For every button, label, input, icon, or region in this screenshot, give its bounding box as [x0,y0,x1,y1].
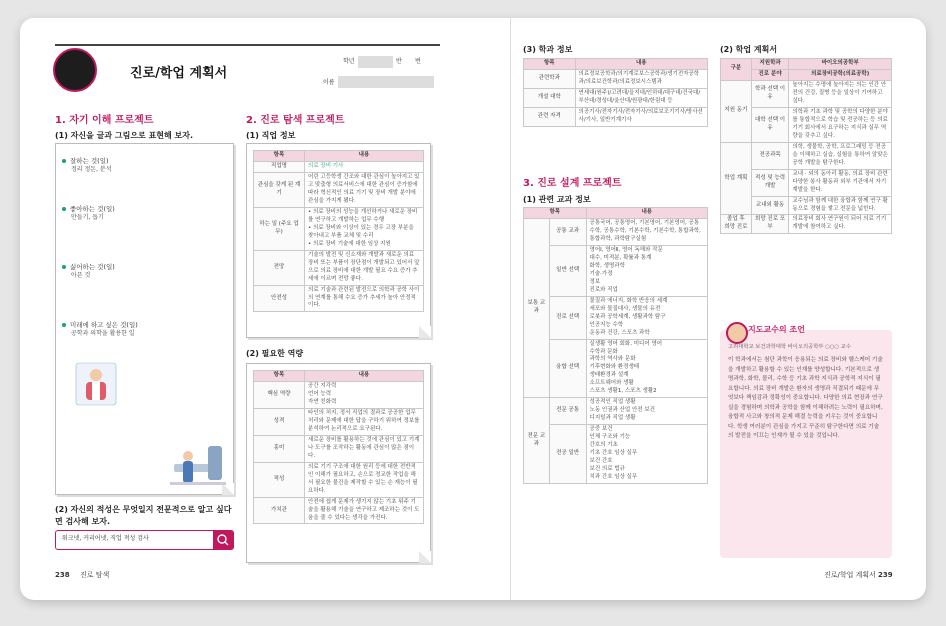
table-row [524,398,708,425]
table-cell: 새로운 장비를 활용하는 것에 관심이 있고 기계나 도구를 조작하는 활동에 관심이 많은 점이다. [305,435,424,462]
table-cell: 전공과목 [751,142,789,169]
table-cell: 의학, 생물학, 공학, 프로그래밍 등 전공을 이해하고 실습, 실험을 통하여 알맞은 공학 개발을 탐구한다. [789,142,892,169]
medical-equipment-illustration [166,434,230,490]
table-row [254,497,424,524]
table-cell: 공간 지각력 언어 능력 자연 친화력 [305,381,424,408]
table-cell: 의료 기술과 관련된 발전으로 의학과 공학 사이의 연계를 통해 수요 증가 추세가 높아 안정적이다. [305,285,424,312]
table-header: 내용 [305,371,424,382]
study-plan-table [720,58,892,234]
self-item-value: 정리 정돈, 분석 [71,166,112,173]
table-cell: 안전에 쉽게 문제가 생기지 않는 기초 위주 기술을 활용해 기술을 연구하고 제조하는 것이 도움을 줄 수 있다는 생각을 가진다. [305,497,424,524]
number-label: 번 [415,58,421,65]
self-item-value: 아픈 것 [71,272,91,279]
table-cell: 공통국어, 공통영어, 기본영어, 기본영어, 공통수학, 공통수학, 기본수학, 기본수학, 통합과학, 통합과학, 과학탐구실험 [586,218,707,245]
footer-section-left: 진로 탐색 [80,571,110,579]
self-item [62,156,112,174]
book-spread [20,18,926,600]
self-paper [55,143,234,495]
table-cell: 성공적인 직업 생활 노동 인권과 산업 안전 보건 디지털과 직업 생활 [586,398,707,425]
table-row [254,285,424,312]
table-cell: 핵심 역량 [254,381,305,408]
table-cell: 어린 고등학생 간조와 대한 관심이 높아지고 있고 맞춤형 의료서비스에 대한 관심이 증가함에 따라 혁신적인 의료 기기 및 장비 개발 분야에 관심을 가지게 됐다. [305,172,424,207]
table-cell: 전망 [254,250,305,285]
table-row [254,381,424,408]
table-header: 항목 [524,59,576,70]
table-header: 지원학과 [751,59,789,70]
table-row [254,207,424,250]
advisor-title: 지도교수의 조언 [748,325,805,334]
table-row [524,88,708,107]
table-cell: 교내 · 외의 동아리 활동, 의료 장비 관련 다양한 봉사 활동과 외부 기관에서 자기 계발을 한다. [789,169,892,196]
table-header: 내용 [575,59,707,70]
table-cell: 지원 동기 [721,80,752,142]
grade-field[interactable] [358,56,393,68]
advisor-avatar [726,322,748,344]
capability-table [253,370,424,524]
emblem [53,48,97,92]
job-info-table [253,150,424,312]
bullet-icon [62,265,66,269]
table-header: 구분 [721,59,752,81]
table-cell: 관련 자격 [524,107,576,126]
table-header: 진로 분야 [751,69,789,80]
table-cell: 희망 진로 포부 [751,215,789,234]
table-cell: 관심을 갖게 된 계기 [254,172,305,207]
table-row [524,107,708,126]
table-row [524,339,708,398]
table-cell: 교내외 활동 [751,196,789,215]
table-cell: 연세대(원주)/고려대/을지대/인하대/대구대/건국대/부산대/경성대/울산대/원광대/한림대 등 [575,88,707,107]
table-cell: 영어Ⅰ, 영어Ⅱ, 영어 독해와 작문 대수, 미적분, 확률과 통계 화학, 생명과학 기술·가정 정보 진로와 직업 [586,245,707,296]
self-item [62,320,138,338]
self-item [62,204,115,222]
table-cell: 전문 공통 [549,398,586,425]
table-row [721,215,892,234]
advisor-subtitle: 고려대학교 보건과학대학 바이오의공학부 ○○○ 교수 [728,344,851,350]
name-label: 이름 [323,79,335,86]
table-row [254,250,424,285]
table-cell: 기술의 발전 및 신소재와 개발과 새로운 의료 장비 또는 부품이 장단점이 개발되고 있어서 앞으로 의료 장비에 대한 개발 필요 수요 증가 추세에 이르며 전망 좋다. [305,250,424,285]
search-input[interactable]: 워크넷, 커리어넷, 직업 적성 검사 [62,535,149,542]
subject-info-title: (1) 관련 교과 정보 [523,195,591,204]
table-row [254,408,424,435]
bullet-icon [62,323,66,327]
table-row [524,425,708,484]
table-row [254,435,424,462]
self-item-label: 잘하는 것(일) [70,157,109,165]
table-row [721,142,892,169]
advisor-box [720,325,892,558]
table-row [254,172,424,207]
table-row [254,462,424,497]
self-item-value: 만들기, 돕기 [71,214,104,221]
table-cell: 공중 보건 인체 구조와 기능 간호의 기초 기초 간호 임상 실무 보건 간호 보건 의료 법규 치과 간호 임상 실무 [586,425,707,484]
section1-q1: (1) 자신을 글과 그림으로 표현해 보자. [55,131,194,140]
table-cell: 보통 교과 [524,218,550,397]
section3-title: 3. 진로 설계 프로젝트 [523,178,622,189]
table-cell: 일반 선택 [549,245,586,296]
table-row [524,245,708,296]
table-cell: 의학과 기초 과학 및 공학의 다양한 분야를 통합적으로 학습 및 전공하는 등 의료기기 회사에서 요구하는 지식과 실무 역량을 갖추고 싶다. [789,107,892,142]
page-number-right: 239 [878,571,893,579]
search-icon [213,531,233,549]
table-header: 내용 [305,151,424,162]
top-rule [55,44,440,46]
section1-q2: (2) 자신의 적성은 무엇일지 전문적으로 알고 싶다면 검사해 보자. [55,505,232,526]
table-row [721,80,892,107]
section1-title: 1. 자기 이해 프로젝트 [55,115,154,126]
table-cell: 학업 계획 [721,142,752,215]
table-cell: 의료장비 회사 연구원이 되어 의료 기기 개발에 참여하고 싶다. [789,215,892,234]
grade-label: 학년 [343,58,355,65]
advisor-body: 이 학과에서는 첨단 과학이 응용되는 의료 장비와 헬스케어 기술을 개발하고 활용할 수 있는 인재를 양성합니다. 기본적으로 생명과학, 화학, 물리, 수학 등 기초 과학 지식과 공학적 지식이 필요합니다. 의료 장비 개발은 환자의 생명과 직결되기 때문에 무엇보다 책임감과 정확성이 중요합니다. 다양한 의료 현장과 연구실을 경험하며 의학과 공학을 함께 이해하려는 노력이 필요하며, 융합적 사고와 창의적 문제 해결 능력을 키우는 것이 중요합니다. 학생 여러분이 관심을 가지고 꾸준히 탐구한다면 의료 기술의 발전을 이끄는 인재가 될 수 있을 것입니다. [728,357,883,439]
table-cell: 전공 일반 [549,425,586,484]
table-cell: 개설 대학 [524,88,576,107]
table-header: 바이오의공학부 [789,59,892,70]
job-info-paper [246,143,431,338]
table-cell: 졸업 후 희망 진로 [721,215,752,234]
name-field[interactable] [338,76,434,88]
table-cell: 타인의 처지, 정서 직업의 결과로 공공한 업무처리와 문제에 대한 답을 구하기 위하여 정보를 분석하여 논리적으로 요구된다. [305,408,424,435]
job-info-title: (1) 직업 정보 [246,131,296,140]
footer-section-right: 진로/학업 계획서 [824,571,876,579]
table-row [524,296,708,339]
table-cell: 관련학과 [524,69,576,88]
table-cell: 물질과 에너지, 화학 반응의 세계 세포와 물질대사, 생물의 유전 로봇과 공학세계, 생활과학 탐구 인공지능 수학 운동과 건강, 스포츠 과학 [586,296,707,339]
table-header: 항목 [254,151,305,162]
table-cell: 전문 교과 [524,398,550,484]
table-cell: 의공기사/전자기사/전자기사/의료보조기기사/방사선사/기사, 일반기계기사 [575,107,707,126]
dept-info-title: (3) 학과 정보 [523,45,573,54]
page-title: 진로/학업 계획서 [130,66,228,81]
self-item-label: 좋아하는 것(일) [70,205,115,213]
table-cell: 하는 일 (주요 업무) [254,207,305,250]
study-plan-title: (2) 학업 계획서 [720,45,778,54]
table-cell: 가치관 [254,497,305,524]
table-cell: 안전성 [254,285,305,312]
dept-info-table [523,58,708,127]
table-cell: 의료 장비 기사 [305,161,424,172]
table-cell: 학과 선택 이유 [751,80,789,107]
table-cell: 직업명 [254,161,305,172]
table-cell: 적성 [254,462,305,497]
doctor-illustration [74,359,118,409]
table-header: 항목 [254,371,305,382]
table-row [524,218,708,245]
table-cell: 진로 선택 [549,296,586,339]
table-cell: 의료 기기 구조에 대한 원리 등에 대한 전반적인 이해가 필요하고, 손으로 정교한 작업을 해서 필요한 물건을 제작할 수 있는 손 재능이 필요하다. [305,462,424,497]
capability-paper [246,363,431,563]
table-cell: 의료정보공학과/의기계로보스공학과/생기전자공학과/의료보건학과/의료정보시스템과 [575,69,707,88]
class-label: 반 [396,58,402,65]
table-cell: 융합 선택 [549,339,586,398]
table-cell: 공통 교과 [549,218,586,245]
table-cell: 적성 및 능력 개발 [751,169,789,196]
table-cell: • 의료 장비의 성능을 개선하거나 새로운 장비를 연구하고 개발하는 업무 수행 • 의료 장비와 이상이 있는 경우 고장 부분을 찾아내고 부품 교체 및 수리 • 의료 장비 기술에 대한 임상 지원 [305,207,424,250]
table-cell: 대학 선택 이유 [751,107,789,142]
search-button[interactable] [213,531,233,549]
section2-title: 2. 진로 탐색 프로젝트 [246,115,345,126]
bullet-icon [62,207,66,211]
table-cell: 흥미 [254,435,305,462]
self-item-label: 싫어하는 것(일) [70,263,115,271]
self-item-value: 공학과 의학을 활용한 일 [71,330,135,337]
self-item [62,262,115,280]
table-cell: 높아지는 수명에 높아지는 의는 인간 안전의 건강, 질병 등을 일상이 기여하고 싶다. [789,80,892,107]
table-cell: 성격 [254,408,305,435]
bullet-icon [62,159,66,163]
table-cell: 교수님과 함께 대한 융합과 함께 연구 활동으로 경험을 쌓고 전문을 넓힌다. [789,196,892,215]
subject-info-table [523,207,708,484]
page-number-left: 238 [55,571,70,579]
capability-title: (2) 필요한 역량 [246,349,304,358]
search-box[interactable] [55,530,234,550]
table-row [524,69,708,88]
table-header: 내용 [586,208,707,219]
book-spine [510,18,511,600]
table-header: 항목 [524,208,587,219]
table-cell: 실생활 영어 회화, 미디어 영어 수학과 문화 과학의 역사와 문화 기후변화와 환경생태 생태환경과 설계 소프트웨어와 생활 스포츠 생활1, 스포츠 생활2 [586,339,707,398]
table-header: 의료장비공학(의료공학) [789,69,892,80]
self-item-label: 미래에 하고 싶은 것(일) [70,321,138,329]
table-row [254,161,424,172]
